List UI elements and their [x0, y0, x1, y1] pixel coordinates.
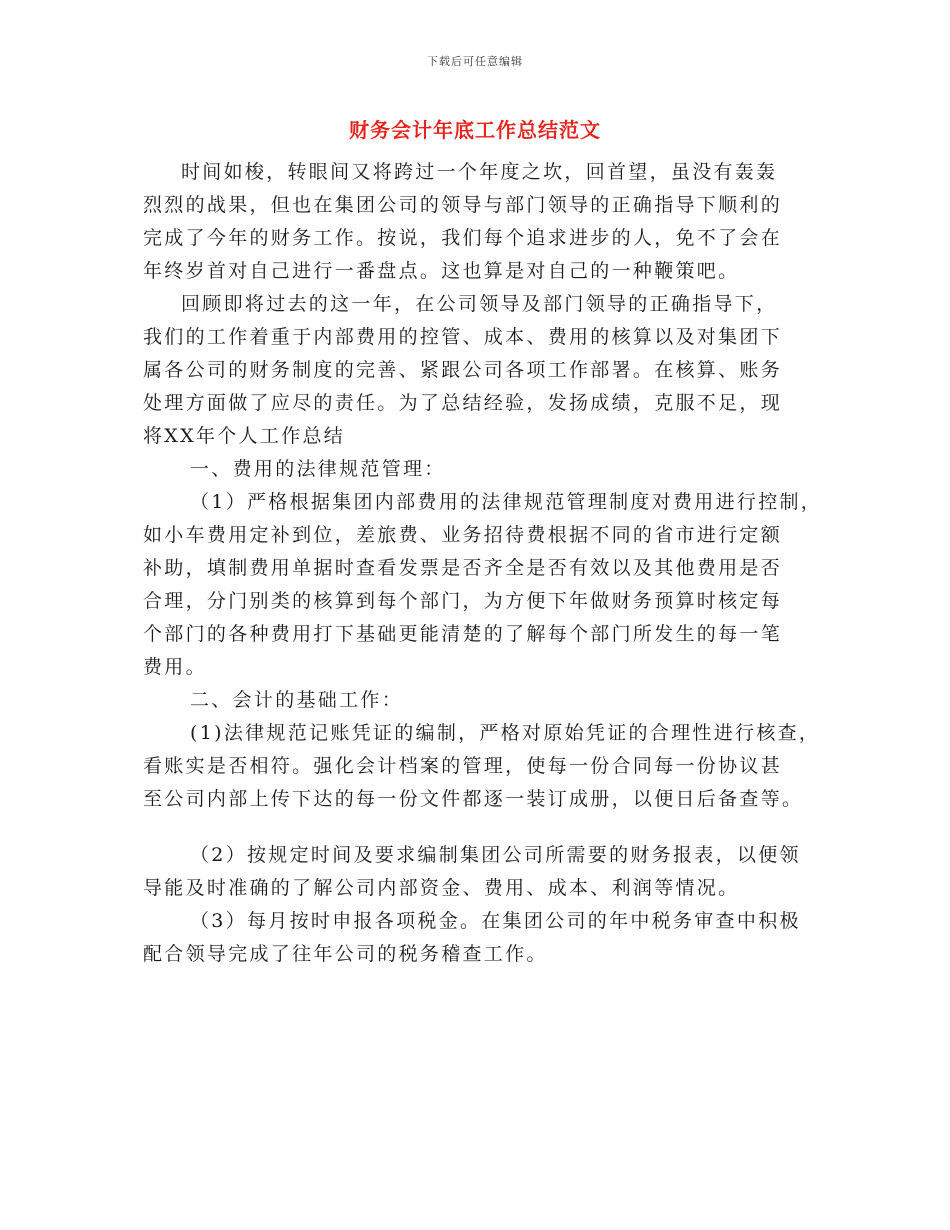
- paragraph-accounting-item-2: [143, 839, 823, 905]
- paragraph-accounting-item-1: [143, 717, 823, 816]
- text-line: 处理方面做了应尽的责任。为了总结经验，发扬成绩，克服不足，现: [143, 392, 783, 414]
- text-line: 烈烈的战果，但也在集团公司的领导与部门领导的正确指导下顺利的: [143, 194, 783, 216]
- text-line: 将XX年个人工作总结: [143, 425, 346, 447]
- text-line: 如小车费用定补到位，差旅费、业务招待费根据不同的省市进行定额: [143, 524, 783, 546]
- text-line: （2）按规定时间及要求编制集团公司所需要的财务报表，以便领: [190, 844, 801, 866]
- text-line: 合理，分门别类的核算到每个部门，为方便下年做财务预算时核定每: [143, 590, 783, 612]
- page-header-note: 下载后可任意编辑: [427, 55, 523, 68]
- text-line: 年终岁首对自己进行一番盘点。这也算是对自己的一种鞭策吧。: [143, 260, 740, 282]
- text-line: 导能及时准确的了解公司内部资金、费用、成本、利润等情况。: [143, 877, 740, 899]
- text-line: 补助，填制费用单据时查看发票是否齐全是否有效以及其他费用是否: [143, 557, 783, 579]
- text-line: 属各公司的财务制度的完善、紧跟公司各项工作部署。在核算、账务: [143, 359, 783, 381]
- paragraph-intro: [143, 156, 823, 288]
- text-line: (1)法律规范记账凭证的编制，严格对原始凭证的合理性进行核查，: [190, 722, 821, 744]
- text-line: 配合领导完成了往年公司的税务稽查工作。: [143, 943, 548, 965]
- paragraph-review: [143, 288, 823, 453]
- text-line: （3）每月按时申报各项税金。在集团公司的年中税务审查中积极: [190, 910, 801, 932]
- section-heading-expense: 一、费用的法律规范管理：: [190, 458, 446, 480]
- section-heading-accounting: 二、会计的基础工作：: [190, 689, 404, 711]
- document-title: 财务会计年底工作总结范文: [349, 118, 601, 142]
- text-line: 回顾即将过去的这一年，在公司领导及部门领导的正确指导下，: [181, 293, 778, 315]
- text-line: 至公司内部上传下达的每一份文件都逐一装订成册，以便日后备查等。: [143, 788, 804, 810]
- document-body: [143, 156, 823, 971]
- blank-line: [143, 816, 823, 839]
- paragraph-accounting-item-3: [143, 905, 823, 971]
- text-line: （1）严格根据集团内部费用的法律规范管理制度对费用进行控制，: [190, 491, 823, 513]
- text-line: 时间如梭，转眼间又将跨过一个年度之坎，回首望，虽没有轰轰: [181, 161, 778, 183]
- paragraph-expense-item-1: [143, 486, 823, 684]
- text-line: 费用。: [143, 656, 207, 678]
- text-line: 完成了今年的财务工作。按说，我们每个追求进步的人，免不了会在: [143, 227, 783, 249]
- text-line: 我们的工作着重于内部费用的控管、成本、费用的核算以及对集团下: [143, 326, 783, 348]
- text-line: 看账实是否相符。强化会计档案的管理，使每一份合同每一份协议甚: [143, 755, 783, 777]
- text-line: 个部门的各种费用打下基础更能清楚的了解每个部门所发生的每一笔: [143, 623, 783, 645]
